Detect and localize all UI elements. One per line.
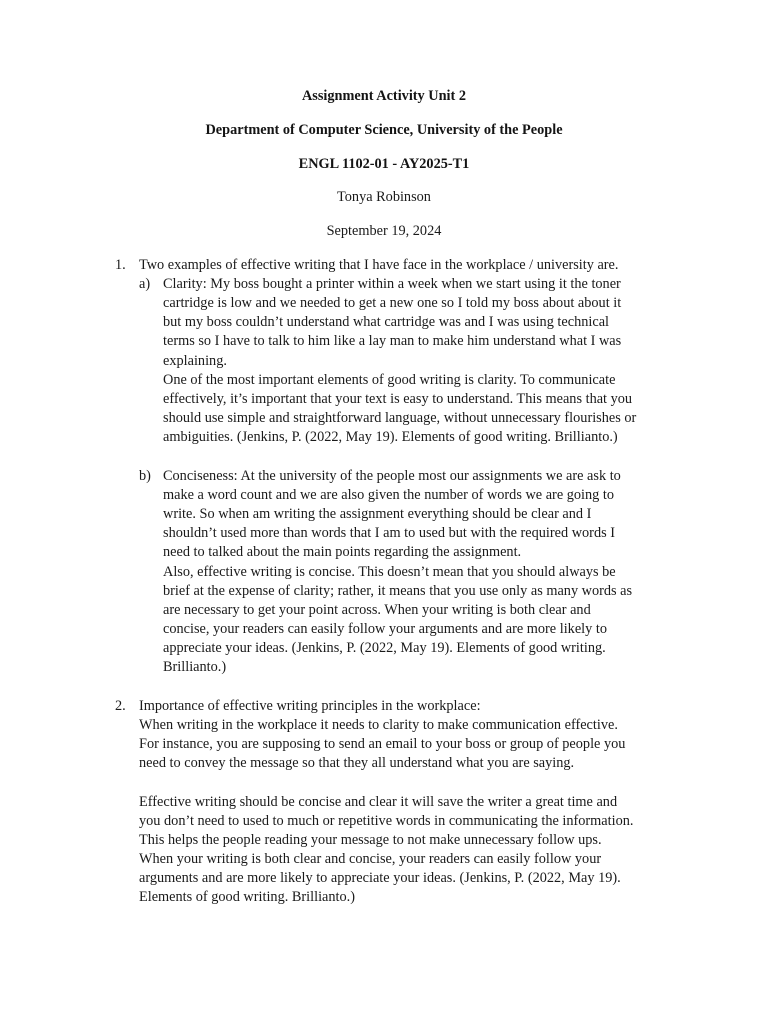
paragraph-line: need to convey the message so that they all understand what you are saying. <box>139 755 575 771</box>
paragraph-line: shouldn’t used more than words that I am to used but with the required words I <box>163 525 615 541</box>
paragraph-line: Also, effective writing is concise. This doesn’t mean that you should always be <box>163 564 616 580</box>
paragraph-line: you don’t need to used to much or repetitive words in communicating the information. <box>139 813 634 829</box>
author-name: Tonya Robinson <box>337 189 431 205</box>
paragraph-line: are necessary to get your point across. When your writing is both clear and <box>163 602 591 618</box>
course-code: ENGL 1102-01 - AY2025-T1 <box>298 156 470 172</box>
paragraph-line: Elements of good writing. Brillianto.) <box>139 889 356 905</box>
paragraph-line: This helps the people reading your message to not make unnecessary follow ups. <box>139 832 602 848</box>
paragraph-line: One of the most important elements of good writing is clarity. To communicate <box>163 372 616 388</box>
paragraph-line: appreciate your ideas. (Jenkins, P. (2022, May 19). Elements of good writing. <box>163 640 606 656</box>
item2-heading: Importance of effective writing principles in the workplace: <box>139 698 481 714</box>
paragraph-line: but my boss couldn’t understand what cartridge was and I was using technical <box>163 314 610 330</box>
paragraph-line: Clarity: My boss bought a printer within a week when we start using it the toner <box>163 276 621 292</box>
list-number-1: 1. <box>115 257 126 273</box>
list-letter-a: a) <box>139 276 151 292</box>
paragraph-line: Conciseness: At the university of the people most our assignments we are ask to <box>163 468 621 484</box>
paragraph-line: explaining. <box>163 353 227 369</box>
paragraph-line: For instance, you are supposing to send an email to your boss or group of people you <box>139 736 626 752</box>
paragraph-line: ambiguities. (Jenkins, P. (2022, May 19). Elements of good writing. Brillianto.) <box>163 429 618 445</box>
paragraph-line: arguments and are more likely to appreciate your ideas. (Jenkins, P. (2022, May 19). <box>139 870 621 886</box>
paragraph-line: When your writing is both clear and concise, your readers can easily follow your <box>139 851 602 867</box>
item1-heading: Two examples of effective writing that I have face in the workplace / university are. <box>139 257 619 273</box>
paragraph-line: Brillianto.) <box>163 659 227 675</box>
paragraph-line: terms so I have to talk to him like a lay man to make him understand what I was <box>163 333 622 349</box>
paragraph-line: make a word count and we are also given the number of words we are going to <box>163 487 615 503</box>
list-letter-b: b) <box>139 468 151 484</box>
paragraph-line: should use simple and straightforward language, without unnecessary flourishes or <box>163 410 637 426</box>
paragraph-line: When writing in the workplace it needs to clarity to make communication effective. <box>139 717 618 733</box>
paragraph-line: concise, your readers can easily follow your arguments and are more likely to <box>163 621 607 637</box>
paragraph-line: effectively, it’s important that your text is easy to understand. This means that you <box>163 391 633 407</box>
department-line: Department of Computer Science, University of the People <box>205 122 563 138</box>
paragraph-line: need to talked about the main points regarding the assignment. <box>163 544 522 560</box>
paragraph-line: write. So when am writing the assignment everything should be clear and I <box>163 506 592 522</box>
paragraph-line: cartridge is low and we needed to get a new one so I told my boss about about it <box>163 295 622 311</box>
list-number-2: 2. <box>115 698 126 714</box>
document-date: September 19, 2024 <box>326 223 442 239</box>
paragraph-line: Effective writing should be concise and clear it will save the writer a great time and <box>139 794 618 810</box>
paragraph-line: brief at the expense of clarity; rather, it means that you use only as many words as <box>163 583 633 599</box>
assignment-title: Assignment Activity Unit 2 <box>301 88 467 104</box>
